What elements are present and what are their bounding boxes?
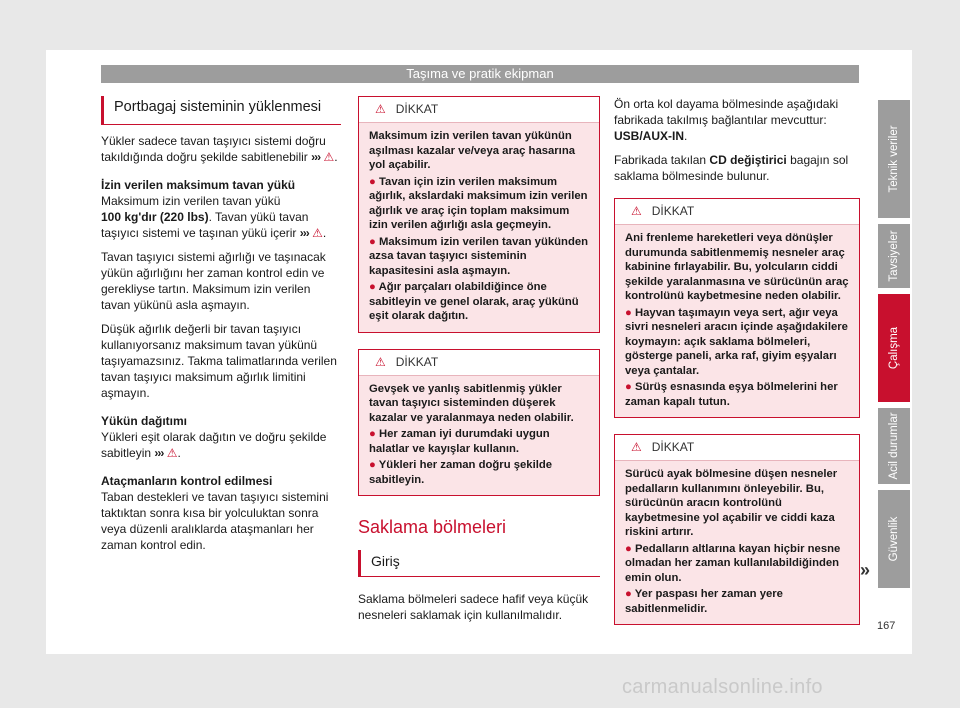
intro-paragraph: Yükler sadece tavan taşıyıcı sistemi doğru takıldığında doğru şekilde sabitlenebilir ››› ⚠. xyxy=(101,134,338,164)
warning-triangle-icon: ⚠ xyxy=(631,204,642,218)
weigh-paragraph: Tavan taşıyıcı sistemi ağırlığı ve taşınacak yükün ağırlığını her zaman kontrol edin ve gerekliyse tartın. Maksimum izin verilen tavan yükünü asla aşmayın. xyxy=(101,250,326,312)
bullet-icon: ● xyxy=(625,588,632,600)
warning-label: DİKKAT xyxy=(651,204,695,218)
chapter-header: Taşıma ve pratik ekipman xyxy=(101,65,859,83)
low-weight-paragraph: Düşük ağırlık değerli bir tavan taşıyıcı kullanıyorsanız maksimum tavan yükünü taşıyamazsınız. Takma talimatlarında verilen tavan taşıyıcı maksimum ağırlık limitini aşmayın. xyxy=(101,322,337,400)
warning-box xyxy=(358,96,600,333)
page-number: 167 xyxy=(877,620,896,632)
bullet-icon: ● xyxy=(625,542,632,555)
bullet-icon: ● xyxy=(625,381,632,393)
warning-item: ● Hayvan taşımayın veya sert, ağır veya sivri nesneleri aracın içinde aşağıdakilere koymayın: açık saklama bölmeleri, gösterge paneli, arka raf, giyim eşyaları veya çantalar. xyxy=(625,306,848,377)
warning-item: ● Sürüş esnasında eşya bölmelerini her zaman kapalı tutun. xyxy=(625,381,838,408)
warning-item: ● Ağır parçaları olabildiğince öne sabitleyin ve genel olarak, araç yükünü eşit olarak dağıtın. xyxy=(369,281,579,322)
warning-box xyxy=(614,434,860,625)
warning-triangle-icon: ⚠ xyxy=(375,354,386,369)
warning-box xyxy=(614,198,860,418)
warning-triangle-icon: ⚠ xyxy=(631,440,642,454)
subheading-attachment-check: Ataçmanların kontrol edilmesi xyxy=(101,474,273,488)
bullet-icon: ● xyxy=(369,281,376,293)
bullet-icon: ● xyxy=(369,175,376,188)
continue-arrow-icon: » xyxy=(860,560,871,580)
bullet-icon: ● xyxy=(625,306,632,319)
tab-guvenlik[interactable]: Güvenlik xyxy=(878,490,910,588)
warning-lead: Ani frenleme hareketleri veya dönüşler durumunda sabitlenmemiş nesneler araç kabinine fırlayabilir. Bu, yolcuların ciddi şekilde yaralanmasına ve sürücünün araç kontrolünü kaybetmesine neden olabilir. xyxy=(625,232,849,302)
warning-lead: Maksimum izin verilen tavan yükünün aşılması kazalar ve/veya araç hasarına yol açabilir. xyxy=(369,130,576,171)
warning-triangle-icon: ⚠ xyxy=(375,102,386,116)
tab-acil-durumlar[interactable]: Acil durumlar xyxy=(878,408,910,484)
max-load-paragraph: Maksimum izin verilen tavan yükü 100 kg'dır (220 lbs). Tavan yükü tavan taşıyıcı sistemi ve taşınan yükü içerir ››› ⚠. xyxy=(101,194,327,240)
warning-label: DİKKAT xyxy=(395,102,439,116)
warning-box xyxy=(358,349,600,497)
chapter-title: Saklama bölmeleri xyxy=(358,517,507,537)
subheading-distribution: Yükün dağıtımı xyxy=(101,414,188,428)
tab-teknik-veriler[interactable]: Teknik veriler xyxy=(878,100,910,218)
cross-reference-arrows[interactable]: ››› xyxy=(154,446,164,460)
tab-tavsiyeler[interactable]: Tavsiyeler xyxy=(878,224,910,288)
warning-lead: Gevşek ve yanlış sabitlenmiş yükler tavan taşıyıcı sisteminden düşerek kazalar ve yaralanmaya neden olabilir. xyxy=(369,382,574,424)
warning-item: ● Pedalların altlarına kayan hiçbir nesne olmadan her zaman kullanılabildiğinden emin olun. xyxy=(625,542,841,584)
distribution-paragraph: Yükleri eşit olarak dağıtın ve doğru şekilde sabitleyin ››› ⚠. xyxy=(101,430,327,460)
storage-intro-paragraph: Saklama bölmeleri sadece hafif veya küçük nesneleri saklamak için kullanılmalıdır. xyxy=(358,592,589,622)
warning-lead: Sürücü ayak bölmesine düşen nesneler pedalların kullanımını önleyebilir. Bu, sürücünün aracın kontrolünü kaybetmesine yol açabilir ve ciddi kaza riskini artırır. xyxy=(625,468,838,538)
warning-triangle-icon: ⚠ xyxy=(323,150,335,164)
warning-item: ● Maksimum izin verilen tavan yükünden azsa tavan taşıyıcı sisteminin kapasitesini asla aşmayın. xyxy=(369,235,589,277)
warning-triangle-icon: ⚠ xyxy=(166,446,178,460)
cross-reference-arrows[interactable]: ››› xyxy=(311,150,321,164)
armrest-paragraph: Ön orta kol dayama bölmesinde aşağıdaki fabrikada takılmış bağlantılar mevcuttur: USB/AUX-IN. xyxy=(614,97,839,143)
column-left xyxy=(101,96,341,561)
warning-label: DİKKAT xyxy=(651,440,695,454)
section-title: Giriş xyxy=(358,550,600,577)
bullet-icon: ● xyxy=(369,235,376,248)
bullet-icon: ● xyxy=(369,459,376,471)
section-title: Portbagaj sisteminin yüklenmesi xyxy=(101,96,341,125)
attachment-check-paragraph: Taban destekleri ve tavan taşıyıcı sistemini taktıktan sonra kısa bir yolculuktan sonra veya düzenli aralıklarda ataşmanları her zaman kontrol edin. xyxy=(101,490,329,552)
warning-label: DİKKAT xyxy=(395,354,439,369)
column-middle xyxy=(358,96,600,631)
warning-triangle-icon: ⚠ xyxy=(312,226,323,240)
warning-item: ● Yer paspası her zaman yere sabitlenmelidir. xyxy=(625,588,783,615)
cross-reference-arrows[interactable]: ››› xyxy=(299,226,309,240)
bullet-icon: ● xyxy=(369,428,376,440)
subheading-max-load: İzin verilen maksimum tavan yükü xyxy=(101,178,296,192)
warning-item: ● Her zaman iyi durumdaki uygun halatlar ve kayışlar kullanın. xyxy=(369,428,550,455)
cd-changer-paragraph: Fabrikada takılan CD değiştirici bagajın sol saklama bölmesinde bulunur. xyxy=(614,153,849,183)
column-right xyxy=(614,96,860,641)
warning-item: ● Tavan için izin verilen maksimum ağırlık, akslardaki maksimum izin verilen ağırlık ve araç için toplam maksimum izin verilen ağırlığı asla geçmeyin. xyxy=(369,175,588,231)
warning-item: ● Yükleri her zaman doğru şekilde sabitleyin. xyxy=(369,459,553,486)
tab-calisma[interactable]: Çalışma xyxy=(878,294,910,402)
watermark: carmanualsonline.info xyxy=(622,676,823,698)
